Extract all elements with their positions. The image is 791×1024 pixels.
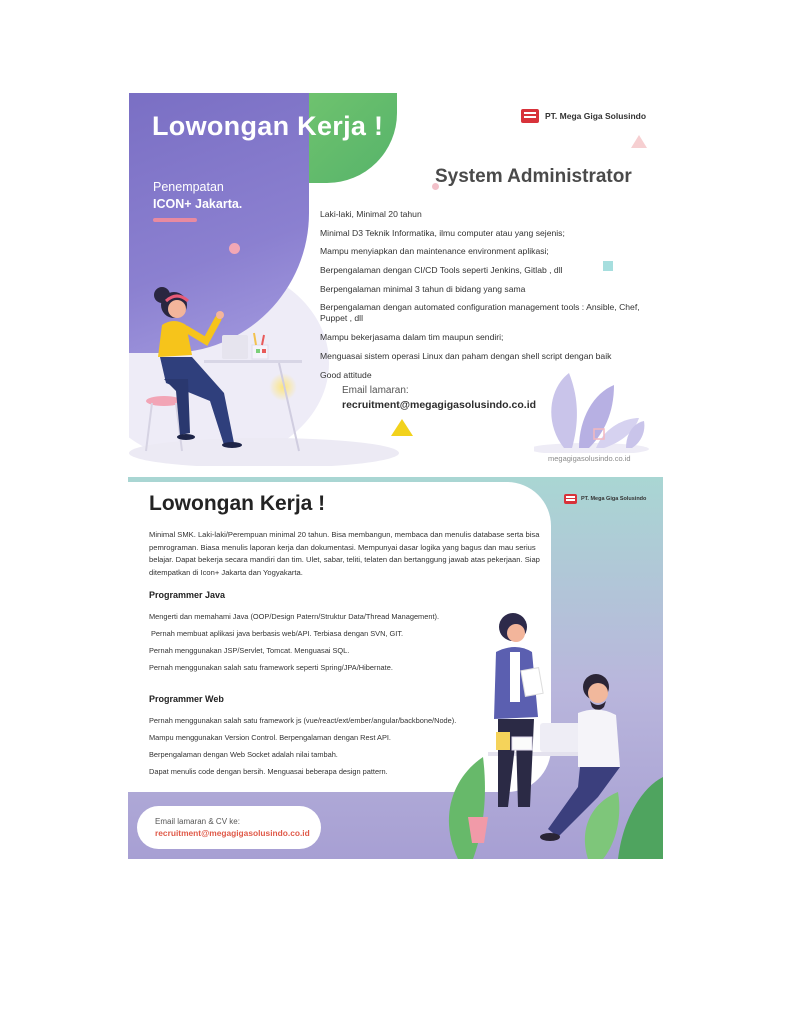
placement-value: ICON+ Jakarta. bbox=[153, 197, 243, 211]
developers-illustration bbox=[428, 607, 663, 859]
company-logo-icon bbox=[564, 494, 577, 504]
requirement-item: Berpengalaman minimal 3 tahun di bidang yang sama bbox=[320, 283, 526, 294]
requirement-item: Good attitude bbox=[320, 369, 372, 380]
web-requirement-item: Mampu menggunakan Version Control. Berpengalaman dengan Rest API. bbox=[149, 733, 391, 742]
web-requirement-item: Dapat menulis code dengan bersih. Menguasai beberapa design pattern. bbox=[149, 767, 388, 776]
poster1-title: Lowongan Kerja ! bbox=[152, 111, 384, 141]
job-title: System Administrator bbox=[435, 166, 632, 187]
company-logo bbox=[521, 109, 646, 123]
requirement-item: Menguasai sistem operasi Linux dan paham dengan shell script dengan baik bbox=[320, 350, 612, 361]
pink-triangle-decoration bbox=[631, 135, 647, 148]
web-requirements-list bbox=[149, 716, 456, 784]
web-requirement-item: Berpengalaman dengan Web Socket adalah nilai tambah. bbox=[149, 750, 338, 759]
java-requirement-item: Pernah menggunakan salah satu framework seperti Spring/JPA/Hibernate. bbox=[149, 663, 393, 672]
placement-info bbox=[153, 179, 242, 213]
poster-system-administrator bbox=[129, 93, 662, 466]
email-label: Email lamaran & CV ke: bbox=[155, 817, 240, 826]
placement-label: Penempatan bbox=[153, 180, 224, 194]
poster2-title: Lowongan Kerja ! bbox=[149, 492, 326, 515]
java-requirements-list bbox=[149, 612, 439, 680]
java-requirement-item: Mengerti dan memahami Java (OOP/Design Patern/Struktur Data/Thread Management). bbox=[149, 612, 440, 621]
requirement-item: Berpengalaman dengan automated configuration management tools : Ansible, Chef, Puppet , dll bbox=[320, 302, 640, 324]
requirement-item: Minimal D3 Teknik Informatika, ilmu computer atau yang sejenis; bbox=[320, 227, 565, 238]
accent-bar bbox=[153, 218, 197, 222]
email-address[interactable]: recruitment@megagigasolusindo.co.id bbox=[155, 828, 310, 838]
email-label: Email lamaran: bbox=[342, 385, 409, 396]
pink-dot-decoration bbox=[229, 243, 240, 254]
requirement-item: Laki-laki, Minimal 20 tahun bbox=[320, 209, 422, 219]
poster-programmer bbox=[128, 477, 663, 859]
company-name: PT. Mega Giga Solusindo bbox=[545, 111, 647, 121]
requirement-item: Berpengalaman dengan CI/CD Tools seperti Jenkins, Gitlab , dll bbox=[320, 265, 563, 276]
yellow-triangle-decoration bbox=[391, 419, 413, 436]
web-heading: Programmer Web bbox=[149, 694, 224, 704]
company-logo-icon bbox=[521, 109, 539, 123]
requirement-item: Mampu menyiapkan dan maintenance environment aplikasi; bbox=[320, 246, 549, 257]
requirements-list bbox=[320, 209, 650, 388]
woman-at-desk-illustration bbox=[144, 283, 304, 458]
plant-illustration bbox=[534, 363, 654, 453]
java-requirement-item: Pernah menggunakan JSP/Servlet, Tomcat. Menguasai SQL. bbox=[149, 646, 350, 655]
requirement-item: Mampu bekerjasama dalam tim maupun sendiri; bbox=[320, 332, 504, 343]
java-requirement-item: Pernah membuat aplikasi java berbasis web/API. Terbiasa dengan SVN, GIT. bbox=[151, 629, 404, 638]
website-url[interactable]: megagigasolusindo.co.id bbox=[548, 454, 631, 463]
company-name: PT. Mega Giga Solusindo bbox=[581, 496, 647, 502]
java-heading: Programmer Java bbox=[149, 590, 226, 600]
company-logo bbox=[564, 494, 646, 504]
web-requirement-item: Pernah menggunakan salah satu framework js (vue/react/ext/ember/angular/backbone/Node). bbox=[149, 716, 457, 725]
email-address[interactable]: recruitment@megagigasolusindo.co.id bbox=[342, 399, 537, 411]
general-requirements: Minimal SMK. Laki-laki/Perempuan minimal 20 tahun. Bisa membangun, membaca dan menulis database serta bisa pemrograman. Biasa menulis laporan kerja dan dokumentasi. Mempunyai dasar logika yang bagus dan mau serius belajar. Dapat bekerja secara mandiri dan tim. Ulet, sabar, teliti, telaten dan bertanggung jawab atas pekerjaan. Siap ditempatkan di Icon+ Jakarta dan Yogyakarta. bbox=[149, 530, 540, 577]
